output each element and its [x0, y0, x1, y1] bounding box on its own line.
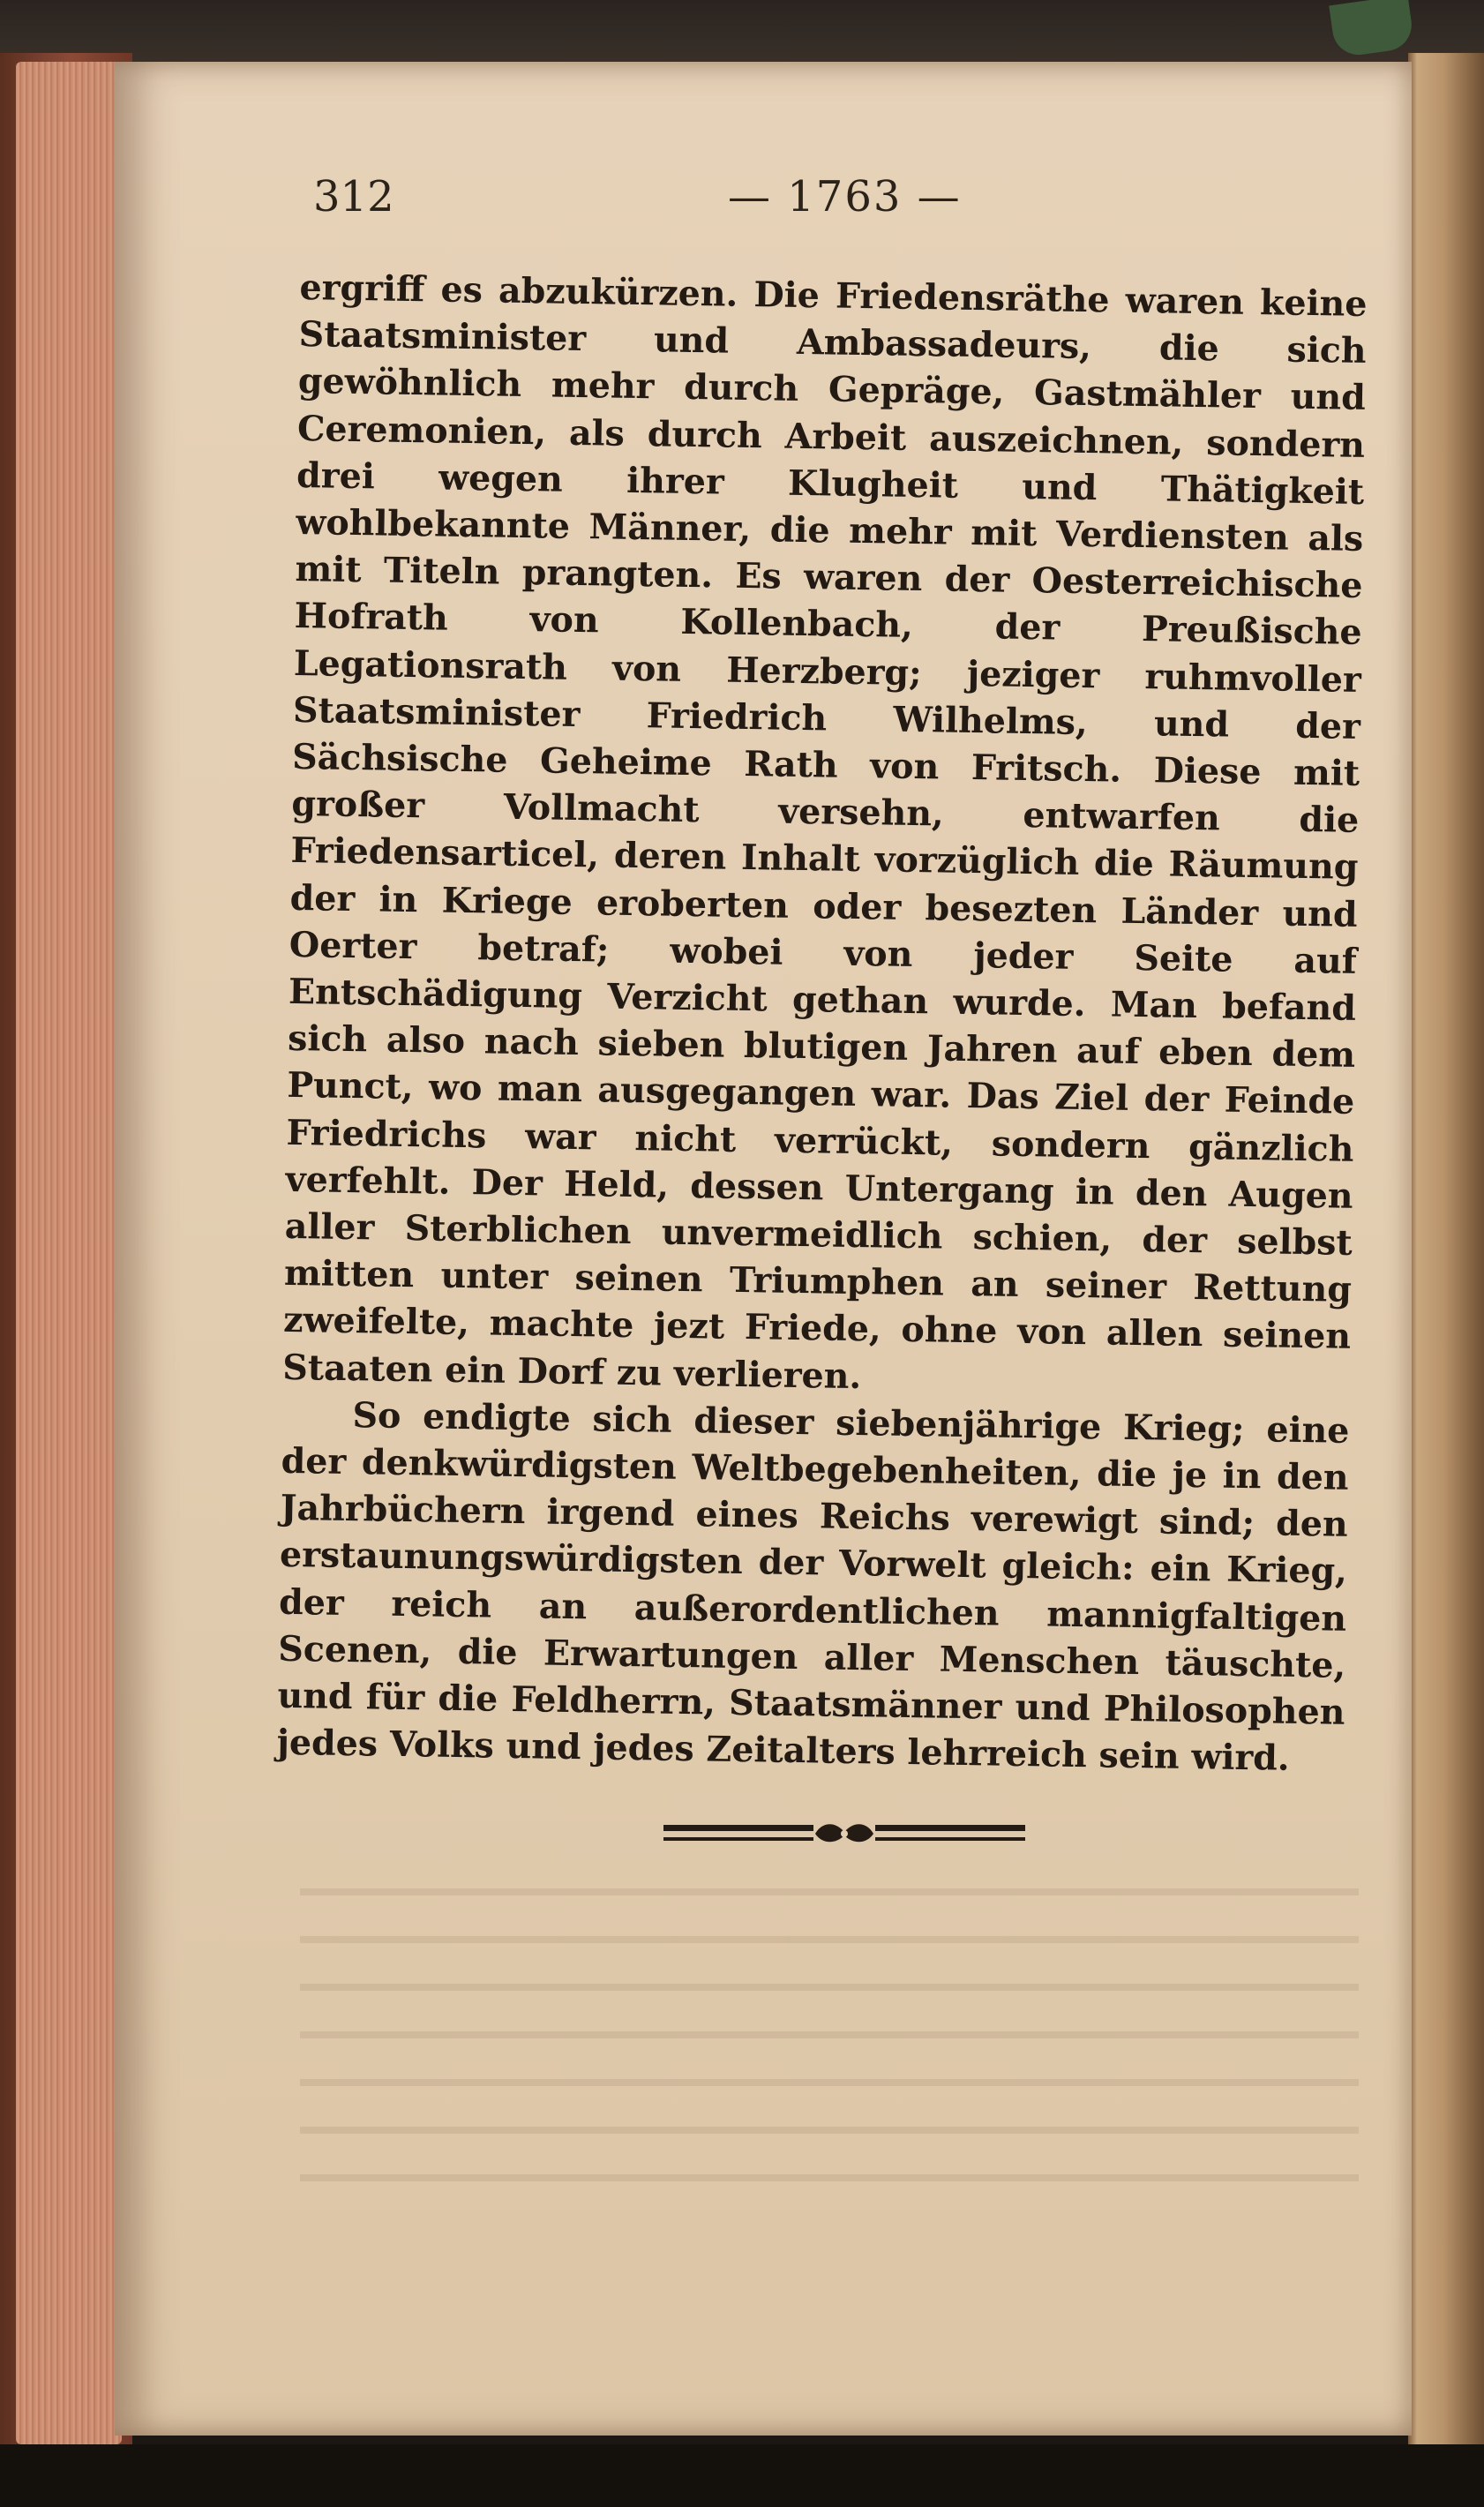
background-top: [0, 0, 1484, 71]
paragraph: So endigte sich dieser siebenjährige Krieg; eine der denkwürdigsten Weltbegebenheiten, die je in den Jahrbüchern irgend eines Reichs verewigt sind; den erstaunungswürdigsten der Vorwelt gleich: ein Krieg, der reich an außerordentlichen mannigfaltigen Scenen, die Erwartungen aller Menschen täuschte, und für die Feldherrn, Staatsmänner und Philosophen jedes Volks und jedes Zeitalters lehrreich sein wird.: [276, 1394, 1350, 1780]
paragraph: ergriff es abzukürzen. Die Friedensräthe waren keine Staatsminister und Ambassadeurs, die sich gewöhnlich mehr durch Gepräge, Gastmähler und Ceremonien, als durch Arbeit auszeichnen, sondern drei wegen ihrer Klugheit und Thätigkeit wohlbekannte Männer, die mehr mit Verdiensten als mit Titeln prangten. Es waren der Oesterreichische Hofrath von Kollenbach, der Preußische Legationsrath von Herzberg; jeziger ruhmvoller Staatsminister Friedrich Wilhelms, und der Sächsische Geheime Rath von Fritsch. Diese mit großer Vollmacht versehn, entwarfen die Friedensarticel, deren Inhalt vorzüglich die Räumung der in Kriege eroberten oder besezten Länder und Oerter betraf; wobei von jeder Seite auf Entschädigung Verzicht gethan wurde. Man befand sich also nach sieben blutigen Jahren auf eben dem Punct, wo man ausgegangen war. Das Ziel der Feinde Friedrichs war nicht verrückt, sondern gänzlich verfehlt. Der Held, dessen Untergang in den Augen aller Sterblichen unvermeidlich schien, der selbst mitten unter seinen Triumphen an seiner Rettung zweifelte, machte jezt Friede, ohne von allen seinen Staaten ein Dorf zu verlieren.: [282, 266, 1368, 1397]
book-cover-right: [1408, 53, 1484, 2453]
ornament-divider: [663, 1816, 1025, 1855]
running-head: — 1763 —: [728, 172, 962, 221]
page-edges: [16, 62, 122, 2444]
body-text: [276, 265, 1368, 1783]
page-header: [313, 172, 1390, 234]
page-number: 312: [313, 172, 394, 221]
bleed-through-text: [300, 1862, 1359, 2215]
background-bottom: [0, 2444, 1484, 2507]
